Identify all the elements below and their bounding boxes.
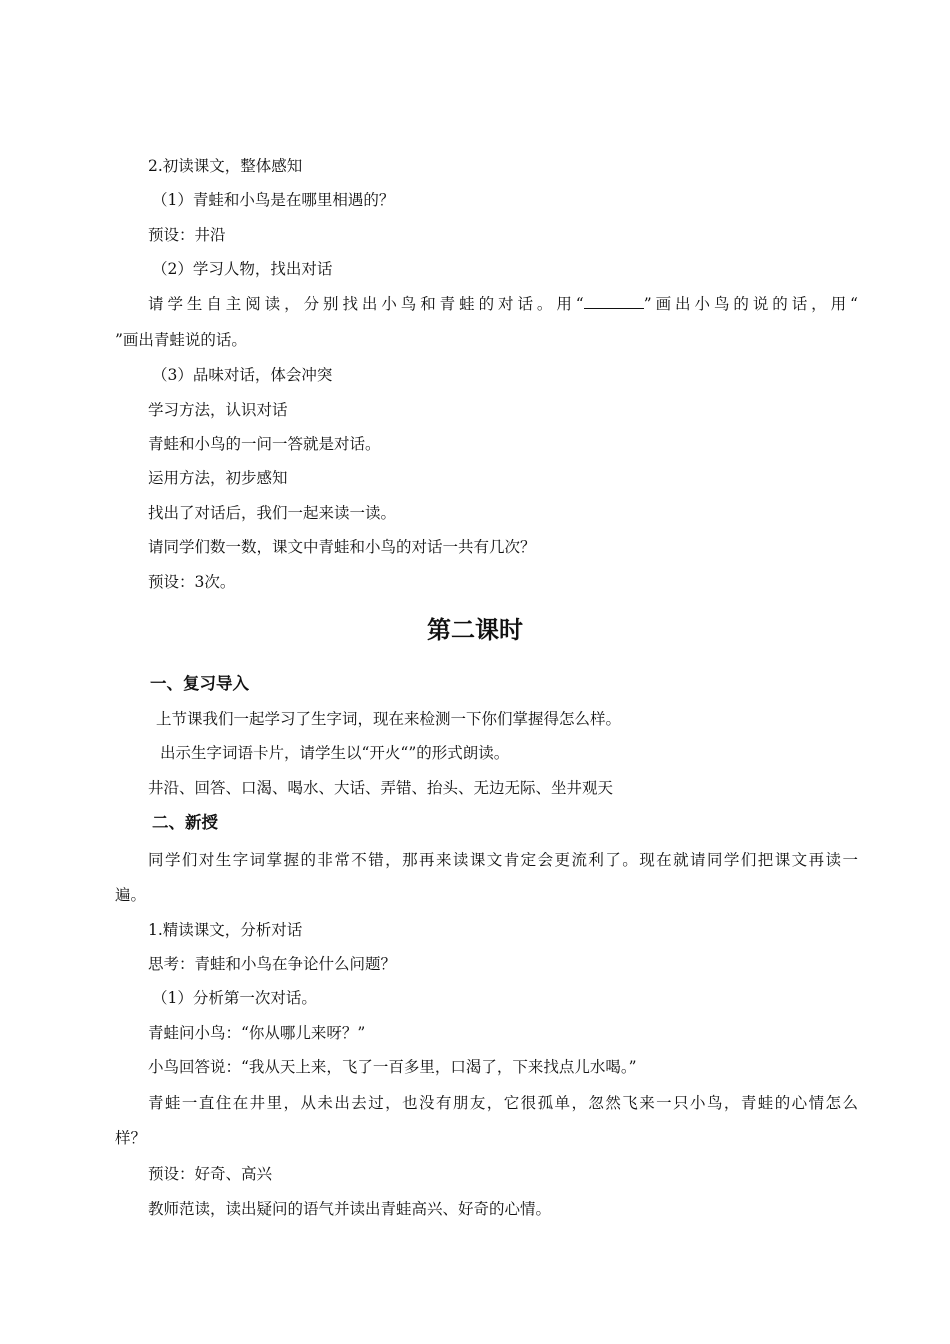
text-line: 小鸟回答说：“我从天上来，飞了一百多里，口渴了，下来找点儿水喝。” — [148, 1058, 637, 1076]
underline-blank — [584, 294, 644, 309]
text-line: 运用方法，初步感知 — [148, 469, 288, 487]
text-segment: ”画出小鸟的说的话，用“ — [643, 295, 858, 313]
section-title: 第二课时 — [427, 616, 523, 644]
text-line: 思考：青蛙和小鸟在争论什么问题？ — [148, 955, 397, 973]
text-line-with-blank — [148, 294, 858, 314]
section-heading: 一、复习导入 — [150, 674, 249, 693]
text-segment: 请学生自主阅读，分别找出小鸟和青蛙的对话。用“ — [148, 295, 584, 313]
text-line: （1）分析第一次对话。 — [152, 989, 317, 1007]
text-line: 学习方法，认识对话 — [148, 401, 288, 419]
text-line: 教师范读，读出疑问的语气并读出青蛙高兴、好奇的心情。 — [148, 1200, 552, 1218]
text-line: 请同学们数一数，课文中青蛙和小鸟的对话一共有几次？ — [148, 538, 536, 556]
text-line: 青蛙问小鸟：“你从哪儿来呀？” — [148, 1024, 366, 1042]
text-line: （1）青蛙和小鸟是在哪里相遇的？ — [152, 191, 395, 209]
text-line: 2.初读课文，整体感知 — [148, 157, 303, 175]
text-line: （3）品味对话，体会冲突 — [152, 366, 333, 384]
text-line: 井沿、回答、口渴、喝水、大话、弄错、抬头、无边无际、坐井观天 — [148, 779, 614, 797]
text-line: 预设：3次。 — [148, 573, 236, 591]
text-line: 同学们对生字词掌握的非常不错，那再来读课文肯定会更流利了。现在就请同学们把课文再读一 — [148, 851, 858, 869]
text-line: ”画出青蛙说的话。 — [115, 331, 247, 349]
text-line: 样？ — [115, 1129, 147, 1147]
section-heading: 二、新授 — [152, 813, 218, 832]
text-line: 青蛙一直住在井里，从未出去过，也没有朋友，它很孤单，忽然飞来一只小鸟，青蛙的心情怎么 — [148, 1094, 858, 1112]
text-line: 青蛙和小鸟的一问一答就是对话。 — [148, 435, 381, 453]
text-line: 1.精读课文，分析对话 — [148, 921, 303, 939]
text-line: 遍。 — [115, 886, 147, 904]
text-line: 找出了对话后，我们一起来读一读。 — [148, 504, 397, 522]
text-line: 出示生字词语卡片，请学生以“开火“”的形式朗读。 — [160, 744, 510, 762]
text-line: 上节课我们一起学习了生字词，现在来检测一下你们掌握得怎么样。 — [156, 710, 622, 728]
text-line: 预设：井沿 — [148, 226, 226, 244]
text-line: 预设：好奇、高兴 — [148, 1165, 273, 1183]
text-line: （2）学习人物，找出对话 — [152, 260, 333, 278]
